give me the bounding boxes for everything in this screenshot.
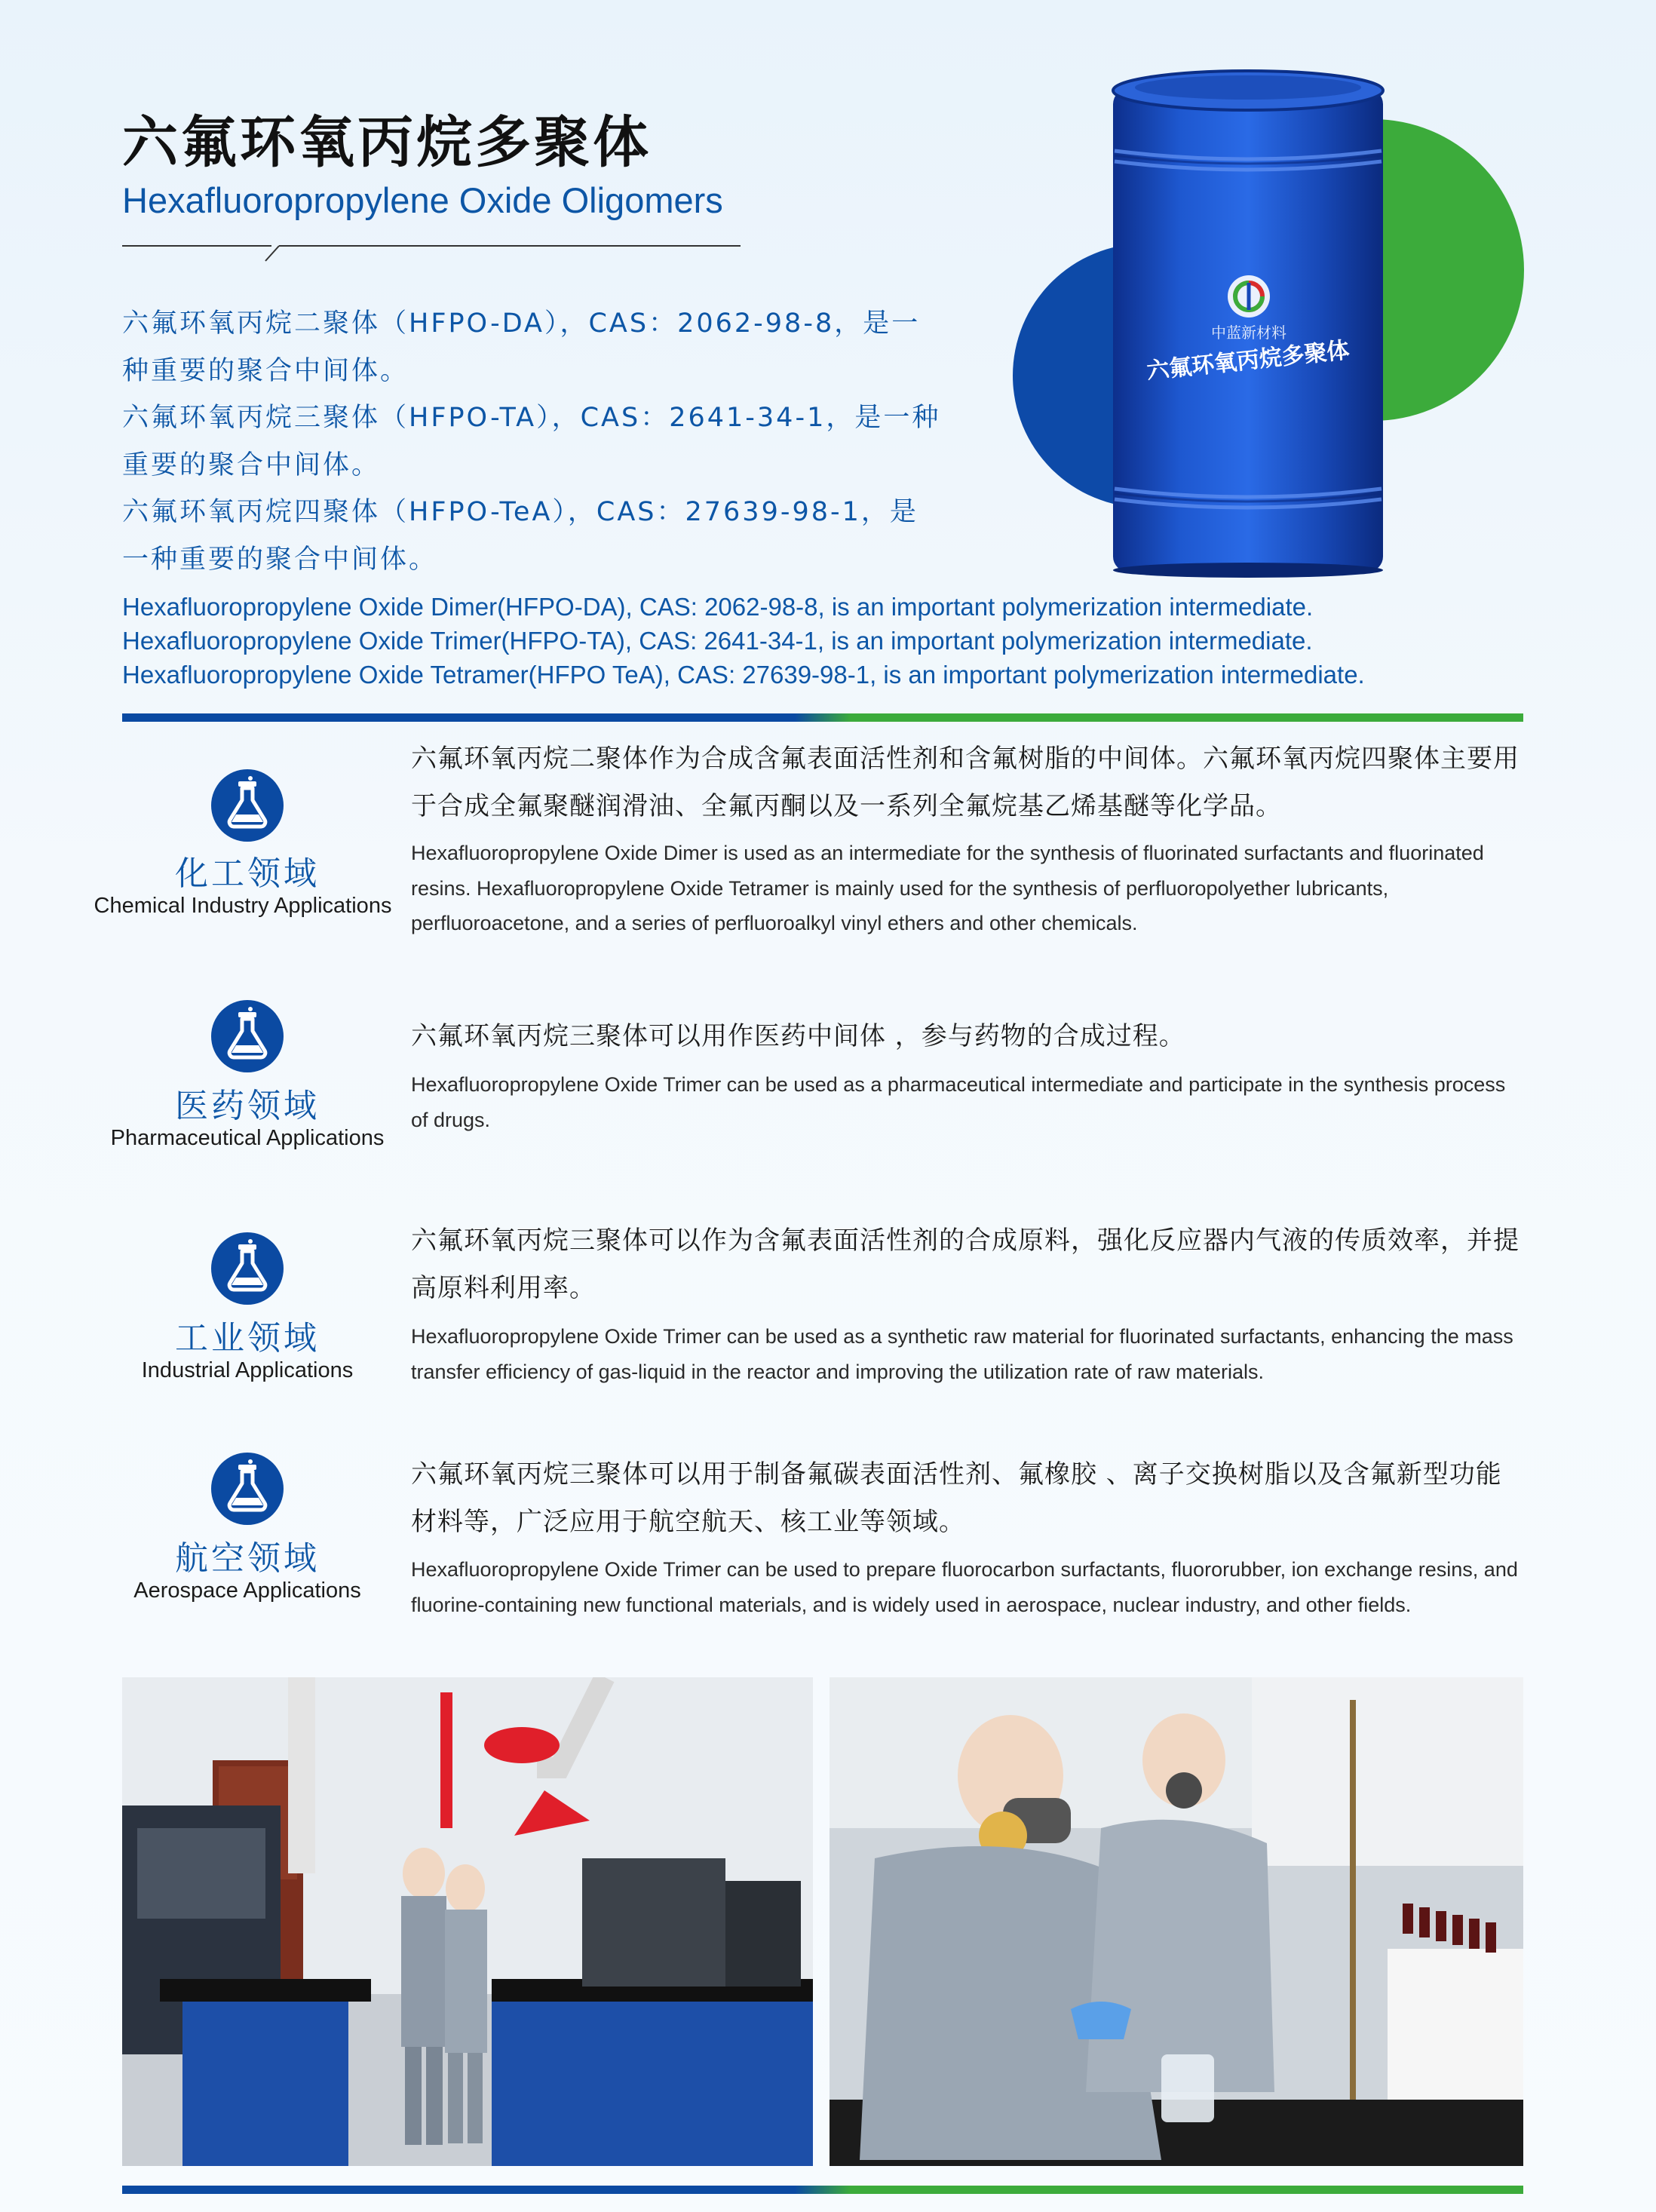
page-subtitle: Hexafluoropropylene Oxide Oligomers (122, 180, 723, 220)
intro-cn-dimer: 六氟环氧丙烷二聚体（HFPO-DA），CAS：2062-98-8，是一种重要的聚合中间体。 (122, 308, 921, 386)
intro-cn-tetramer: 六氟环氧丙烷四聚体（HFPO-TeA），CAS：27639-98-1，是一种重要的聚合中间体。 (122, 497, 918, 575)
app-subtitle-pharmaceutical: Pharmaceutical Applications (110, 1126, 385, 1150)
drum-brand-text: 中蓝新材料 (1211, 324, 1286, 342)
app-title-chemical: 化工领域 (175, 854, 320, 893)
lab-photo-left (122, 1677, 813, 2166)
intro-en-dimer: Hexafluoropropylene Oxide Dimer(HFPO-DA), CAS: 2062-98-8, is an important polymerization intermediate. (122, 593, 1314, 621)
app-subtitle-industrial: Industrial Applications (141, 1358, 354, 1382)
flask-icon (211, 1000, 284, 1072)
app-desc-cn-pharmaceutical: 六氟环氧丙烷三聚体可以用作医药中间体 ，参与药物的合成过程。 (411, 1021, 1185, 1051)
section-divider (122, 713, 1523, 722)
flask-icon (211, 769, 284, 842)
bottom-divider (122, 2186, 1523, 2194)
app-subtitle-aerospace: Aerospace Applications (133, 1578, 361, 1603)
app-desc-en-chemical: Hexafluoropropylene Oxide Dimer is used as an intermediate for the synthesis of fluorinated surfactants and fluorinated resins. Hexafluoropropylene Oxide Tetramer is mainly used for the synthesis of perfluoropolyether lubricants, perfluoroacetone, and a series of perfluoroalkyl vinyl ethers and other chemicals. (411, 842, 1484, 934)
app-desc-en-industrial: Hexafluoropropylene Oxide Trimer can be used as a synthetic raw material for fluorinated surfactants, enhancing the mass transfer efficiency of gas-liquid in the reactor and improving the utilization rate of raw materials. (411, 1325, 1513, 1383)
app-desc-cn-industrial: 六氟环氧丙烷三聚体可以作为含氟表面活性剂的合成原料，强化反应器内气液的传质效率，并提高原料利用率。 (411, 1226, 1520, 1303)
intro-cn (122, 300, 944, 583)
brand-logo-icon (1228, 275, 1270, 318)
drum-label-text: 六氟环氧丙烷多聚体 (1145, 337, 1351, 385)
product-drum-image (971, 66, 1529, 587)
page-title: 六氟环氧丙烷多聚体 (122, 110, 652, 175)
intro-en-trimer: Hexafluoropropylene Oxide Trimer(HFPO-TA), CAS: 2641-34-1, is an important polymerization intermediate. (122, 627, 1313, 655)
flask-icon (211, 1453, 284, 1525)
app-desc-cn-aerospace: 六氟环氧丙烷三聚体可以用于制备氟碳表面活性剂、氟橡胶 、离子交换树脂以及含氟新型功能材料等，广泛应用于航空航天、核工业等领域。 (411, 1459, 1502, 1537)
app-desc-en-pharmaceutical: Hexafluoropropylene Oxide Trimer can be used as a pharmaceutical intermediate and participate in the synthesis process of drugs. (411, 1073, 1506, 1131)
app-desc-en-aerospace: Hexafluoropropylene Oxide Trimer can be used to prepare fluorocarbon surfactants, fluororubber, ion exchange resins, and fluorine-containing new functional materials, and is widely used in aerospace, nuclear industry, and other fields. (411, 1558, 1518, 1616)
app-title-pharmaceutical: 医药领域 (175, 1087, 320, 1125)
intro-en-tetramer: Hexafluoropropylene Oxide Tetramer(HFPO TeA), CAS: 27639-98-1, is an important polymerization intermediate. (122, 661, 1365, 689)
app-subtitle-chemical: Chemical Industry Applications (94, 894, 392, 918)
flask-icon (211, 1232, 284, 1305)
app-title-industrial: 工业领域 (175, 1319, 320, 1358)
app-title-aerospace: 航空领域 (175, 1539, 320, 1578)
lab-photo-right (830, 1677, 1523, 2166)
title-underline (122, 240, 741, 262)
intro-cn-trimer: 六氟环氧丙烷三聚体（HFPO-TA），CAS：2641-34-1，是一种重要的聚合中间体。 (122, 403, 941, 480)
intro-en (122, 590, 1525, 692)
app-desc-cn-chemical: 六氟环氧丙烷二聚体作为合成含氟表面活性剂和含氟树脂的中间体。六氟环氧丙烷四聚体主要用于合成全氟聚醚润滑油、全氟丙酮以及一系列全氟烷基乙烯基醚等化学品。 (411, 744, 1520, 821)
